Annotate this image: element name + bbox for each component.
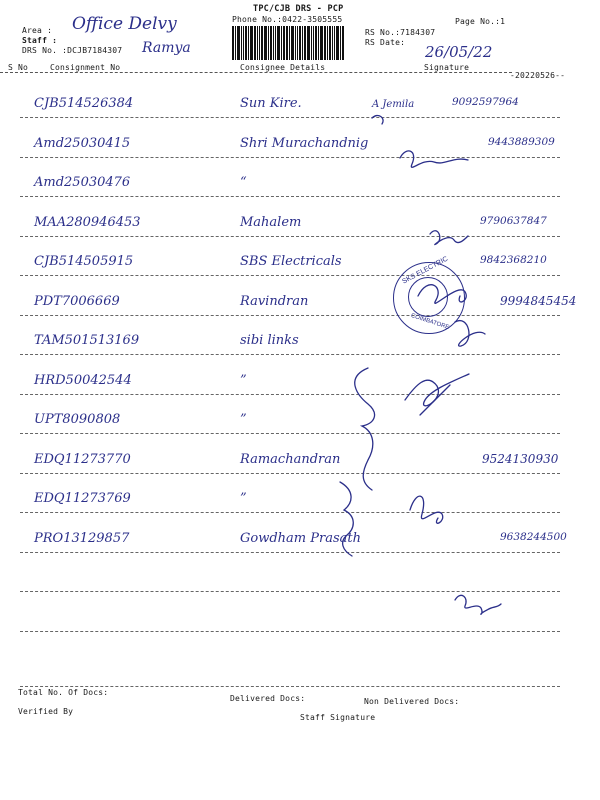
- row-divider: [20, 157, 560, 158]
- area-label: Area :: [22, 26, 53, 35]
- consignment-number: Amd25030415: [34, 135, 131, 151]
- barcode-bar: [275, 26, 276, 60]
- row-divider: [20, 631, 560, 632]
- barcode-bar: [259, 26, 260, 60]
- barcode-bar: [324, 26, 326, 60]
- barcode-bar: [235, 26, 236, 60]
- barcode-bar: [289, 26, 290, 60]
- drs-number: DRS No. :DCJB7184307: [22, 46, 123, 55]
- handwritten-staff: Ramya: [142, 40, 191, 56]
- delivered-docs-label: Delivered Docs:: [230, 694, 306, 703]
- barcode: [232, 26, 358, 60]
- barcode-bar: [261, 26, 263, 60]
- barcode-bar: [254, 26, 256, 60]
- row-divider: [20, 236, 560, 237]
- barcode-bar: [342, 26, 344, 60]
- consignee-name: Ravindran: [240, 293, 309, 309]
- barcode-bar: [297, 26, 298, 60]
- company-stamp: [393, 255, 465, 334]
- signature-row12: [455, 595, 501, 614]
- barcode-bar: [313, 26, 314, 60]
- consignee-name: Shri Murachandnig: [240, 135, 369, 151]
- signature-row4: [430, 231, 468, 245]
- barcode-bar: [336, 26, 339, 60]
- receiver-phone: 9994845454: [500, 293, 577, 308]
- col-header-details: Consignee Details: [240, 63, 326, 72]
- barcode-bar: [248, 26, 249, 60]
- barcode-bar: [299, 26, 301, 60]
- row-divider: [20, 117, 560, 118]
- page-number: Page No.:1: [455, 17, 506, 26]
- receiver-phone: 9524130930: [482, 451, 559, 466]
- handwritten-date: 26/05/22: [425, 43, 493, 61]
- consignment-number: PRO13129857: [34, 530, 130, 546]
- signature-row7b: [420, 385, 450, 415]
- stamp-top-text: SKS ELECTRIC: [401, 255, 450, 286]
- barcode-bar: [245, 26, 247, 60]
- consignment-number: Amd25030476: [34, 175, 131, 190]
- staff-signature-label: Staff Signature: [300, 713, 376, 722]
- barcode-bar: [295, 26, 296, 60]
- rs-number: RS No.:7184307: [365, 28, 436, 37]
- signature-row7: [405, 374, 469, 406]
- row-divider: [20, 196, 560, 197]
- barcode-bar: [241, 26, 242, 60]
- col-header-signature: Signature: [424, 63, 470, 72]
- consignee-name: Gowdham Prasath: [240, 530, 361, 546]
- consignee-name: ”: [240, 372, 247, 388]
- barcode-bar: [250, 26, 253, 60]
- consignment-number: MAA280946453: [34, 214, 141, 230]
- barcode-bar: [332, 26, 333, 60]
- consignee-name: Sun Kire.: [240, 96, 302, 111]
- barcode-bar: [307, 26, 310, 60]
- row-divider: [20, 275, 560, 276]
- barcode-bar: [311, 26, 312, 60]
- barcode-bar: [304, 26, 306, 60]
- row-divider: [20, 433, 560, 434]
- barcode-bar: [320, 26, 323, 60]
- receiver-phone: 9443889309: [488, 135, 555, 148]
- consignment-number: CJB514505915: [34, 254, 134, 269]
- consignee-name: SBS Electricals: [240, 254, 342, 269]
- signer-name: A Jemila: [372, 99, 415, 110]
- barcode-bar: [237, 26, 240, 60]
- barcode-bar: [264, 26, 267, 60]
- barcode-bar: [243, 26, 244, 60]
- barcode-bar: [302, 26, 303, 60]
- document-title: TPC/CJB DRS - PCP: [253, 4, 344, 14]
- barcode-bar: [286, 26, 288, 60]
- barcode-bar: [257, 26, 258, 60]
- consignee-name: sibi links: [240, 333, 299, 348]
- rs-date-label: RS Date:: [365, 38, 406, 47]
- consignee-name: Mahalem: [240, 214, 302, 230]
- col-header-consignment: Consignment No: [50, 63, 121, 72]
- handwritten-area: Office Delvy: [72, 14, 177, 34]
- barcode-bar: [273, 26, 274, 60]
- barcode-bar: [291, 26, 294, 60]
- row-divider: [20, 473, 560, 474]
- print-date: -20220526--: [510, 71, 566, 80]
- row-divider: [20, 512, 560, 513]
- consignment-number: PDT7006669: [34, 293, 120, 309]
- consignment-number: UPT8090808: [34, 412, 121, 427]
- verified-by-label: Verified By: [18, 707, 74, 716]
- receiver-phone: 9638244500: [500, 530, 567, 543]
- barcode-bar: [318, 26, 319, 60]
- barcode-bar: [283, 26, 285, 60]
- row-divider: [20, 591, 560, 592]
- row-divider: [20, 394, 560, 395]
- barcode-bar: [270, 26, 272, 60]
- barcode-bar: [315, 26, 317, 60]
- barcode-bar: [277, 26, 280, 60]
- receiver-phone: 9092597964: [452, 96, 519, 108]
- receiver-phone: 9842368210: [480, 254, 547, 266]
- non-delivered-docs-label: Non Delivered Docs:: [364, 697, 460, 706]
- footer-divider: [20, 686, 560, 687]
- barcode-bar: [281, 26, 282, 60]
- consignee-name: ”: [240, 491, 247, 506]
- consignment-number: CJB514526384: [34, 96, 134, 111]
- barcode-bar: [329, 26, 331, 60]
- row-divider: [20, 354, 560, 355]
- signature-row6: [455, 321, 485, 347]
- barcode-bar: [327, 26, 328, 60]
- phone-number: Phone No.:0422-3505555: [232, 15, 343, 24]
- consignee-name: Ramachandran: [240, 451, 341, 467]
- barcode-bar: [334, 26, 335, 60]
- signature-row10: [410, 496, 443, 523]
- barcode-bar: [268, 26, 269, 60]
- row-divider: [20, 552, 560, 553]
- header-divider: [0, 72, 512, 73]
- stamp-inner-ring: [408, 277, 448, 317]
- consignee-name: “: [240, 175, 247, 190]
- consignee-name: ”: [240, 412, 247, 427]
- signature-row2: [400, 151, 468, 167]
- consignment-number: EDQ11273770: [34, 451, 131, 467]
- receiver-phone: 9790637847: [480, 214, 547, 227]
- stamp-bottom-text: COIMBATORE: [410, 312, 450, 332]
- row-divider: [20, 315, 560, 316]
- consignment-number: HRD50042544: [34, 372, 132, 388]
- col-header-sno: S No: [8, 63, 29, 72]
- barcode-bar: [232, 26, 234, 60]
- barcode-bar: [340, 26, 341, 60]
- consignment-number: TAM501513169: [34, 333, 140, 348]
- consignment-number: EDQ11273769: [34, 491, 131, 506]
- staff-label: Staff :: [22, 36, 58, 45]
- total-docs-label: Total No. Of Docs:: [18, 688, 109, 697]
